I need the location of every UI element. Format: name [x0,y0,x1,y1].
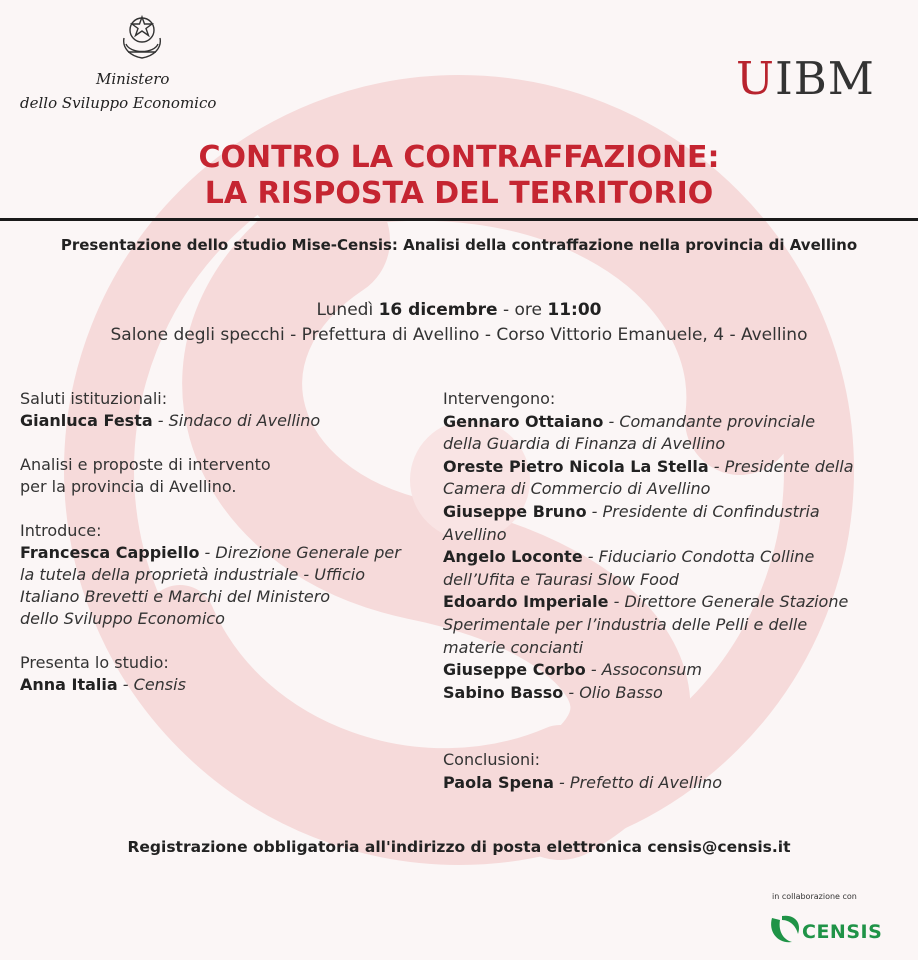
speaker-role: dello Sviluppo Economico [20,609,225,628]
speaker-entry [443,456,903,479]
speaker-role: - Sindaco di Avellino [152,411,321,430]
ministry-logo [14,14,254,124]
uibm-logo-u: U [736,52,775,105]
presenta-entry [20,674,400,696]
speaker-role: Italiano Brevetti e Marchi del Ministero [20,587,331,606]
speaker-name: Oreste Pietro Nicola La Stella [443,456,709,476]
ministry-name-line1: Ministero [96,70,170,88]
uibm-logo [736,52,875,106]
speaker-role: la tutela della proprietà industriale - Ufficio [20,565,365,584]
uibm-logo-rest: IBM [774,52,875,105]
speaker-role: - Assoconsum [585,660,702,680]
speaker-name: Gennaro Ottaiano [443,411,604,431]
event-time: 11:00 [547,300,602,320]
page-title [0,140,918,212]
event-day: Lunedì [316,300,374,320]
event-details [0,298,918,348]
speaker-entry [443,546,903,569]
event-venue: Salone degli specchi - Prefettura di Avellino - Corso Vittorio Emanuele, 4 - Avellino [110,325,808,345]
italian-republic-emblem-icon [120,14,164,60]
conclusioni-label: Conclusioni: [443,750,541,770]
ministry-name-line2: dello Sviluppo Economico [20,94,217,112]
speaker-role: dell’Ufita e Taurasi Slow Food [443,569,679,589]
speaker-name: Edoardo Imperiale [443,592,609,612]
event-sep: - ore [502,300,542,320]
analisi-line2: per la provincia di Avellino. [20,477,237,496]
speaker-name: Giuseppe Bruno [443,501,587,521]
speaker-role: - Presidente della [708,456,854,476]
title-line1: CONTRO LA CONTRAFFAZIONE: [198,140,720,175]
intervengono-label: Intervengono: [443,389,556,408]
speaker-name: Sabino Basso [443,682,564,702]
divider [0,218,918,221]
speaker-name: Francesca Cappiello [20,543,200,562]
saluti-entry [20,410,400,432]
event-date: 16 dicembre [378,300,498,320]
saluti-label: Saluti istituzionali: [20,389,168,408]
conclusioni-entry [443,772,903,795]
title-line2: LA RISPOSTA DEL TERRITORIO [204,176,714,211]
presenta-label: Presenta lo studio: [20,653,169,672]
introduce-label: Introduce: [20,521,102,540]
speaker-role: - Fiduciario Condotta Colline [582,547,815,567]
speaker-role: Avellino [443,524,507,544]
speaker-role: - Direttore Generale Stazione [608,592,849,612]
subtitle: Presentazione dello studio Mise-Censis: Analisi della contraffazione nella provincia di Avellino [60,236,858,254]
speaker-role: - Prefetto di Avellino [553,772,723,792]
speaker-role: della Guardia di Finanza di Avellino [443,434,726,454]
speaker-entry [443,501,903,524]
event-datetime [0,298,918,323]
speaker-name: Angelo Loconte [443,547,583,567]
speaker-role: Sperimentale per l’industria delle Pelli e delle [443,614,808,634]
speaker-name: Giuseppe Corbo [443,660,586,680]
speaker-entry [443,659,903,682]
speaker-role: - Presidente di Confindustria [586,501,820,521]
censis-logo [768,908,888,948]
speaker-name: Gianluca Festa [20,411,153,430]
speaker-entry [443,682,903,705]
speaker-entry [443,591,903,614]
speaker-name: Anna Italia [20,675,118,694]
speaker-entry [443,411,903,434]
speaker-role: Camera di Commercio di Avellino [443,479,711,499]
speaker-name: Paola Spena [443,772,554,792]
introduce-entry [20,542,400,564]
censis-logo-mark [768,912,804,946]
speaker-role: - Direzione Generale per [199,543,401,562]
collaboration-label: in collaborazione con [772,892,857,901]
analisi-line1: Analisi e proposte di intervento [20,455,271,474]
speaker-role: - Comandante provinciale [603,411,816,431]
speaker-role: - Olio Basso [563,682,663,702]
registration-note: Registrazione obbligatoria all'indirizzo di posta elettronica censis@censis.it [127,838,791,856]
program-right-column [443,388,903,795]
program-left-column [20,388,400,696]
speaker-role: materie concianti [443,637,584,657]
speaker-role: - Censis [117,675,186,694]
censis-logo-text: CENSIS [802,921,883,943]
